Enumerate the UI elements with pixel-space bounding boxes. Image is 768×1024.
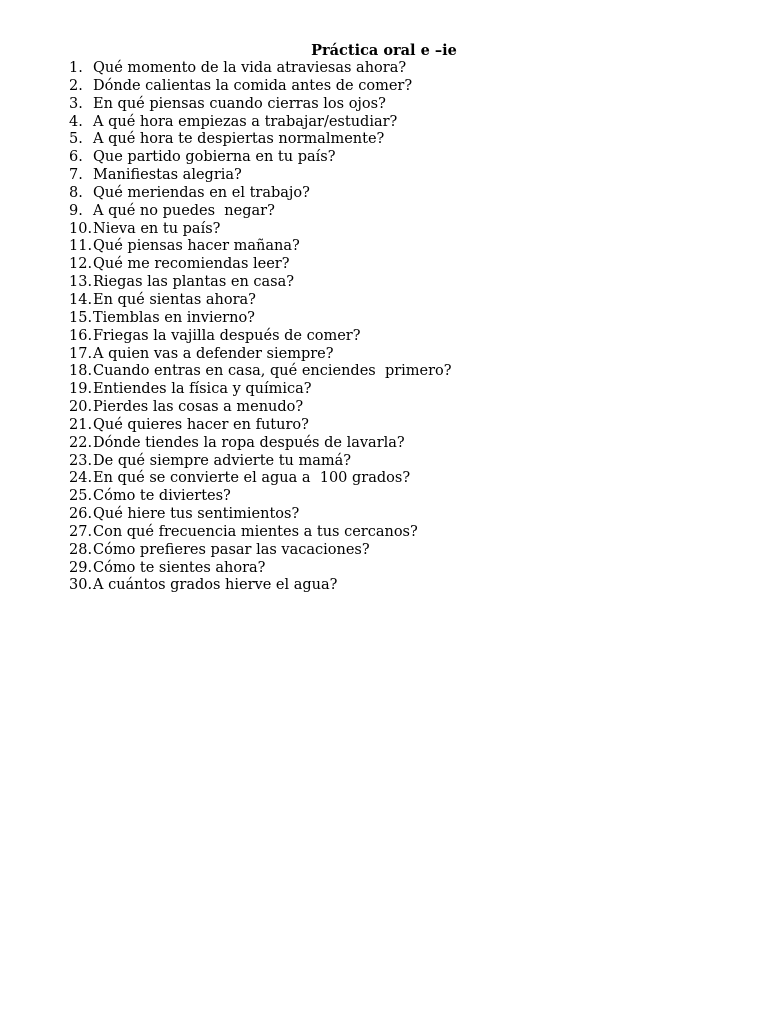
question-item [69,167,452,185]
question-text: Dónde tiendes la ropa después de lavarla? [93,434,405,451]
question-number: 10. [69,220,93,237]
question-text: Qué piensas hacer mañana? [93,238,300,255]
question-item [69,60,452,78]
question-number: 28. [69,541,93,558]
document-title: Práctica oral e –ie [311,42,457,59]
question-item [69,292,452,310]
question-number: 13. [69,274,93,291]
question-item [69,114,452,132]
question-text: A qué hora empiezas a trabajar/estudiar? [93,113,398,130]
question-text: Qué quieres hacer en futuro? [93,416,309,433]
question-text: Cuando entras en casa, qué enciendes primero? [93,363,452,380]
question-number: 6. [69,149,83,166]
question-number: 18. [69,363,93,380]
question-number: 22. [69,434,93,451]
question-number: 19. [69,381,93,398]
question-number: 14. [69,291,93,308]
question-number: 4. [69,113,83,130]
question-item [69,453,452,471]
question-text: Entiendes la física y química? [93,381,312,398]
question-number: 15. [69,309,93,326]
question-text: En qué sientas ahora? [93,291,256,308]
question-text: A qué no puedes negar? [93,202,275,219]
question-item [69,96,452,114]
question-number: 17. [69,345,93,362]
question-item [69,542,452,560]
question-item [69,238,452,256]
question-text: En qué se convierte el agua a 100 grados? [93,470,411,487]
question-number: 25. [69,488,93,505]
question-item [69,274,452,292]
question-item [69,78,452,96]
question-text: Cómo te diviertes? [93,488,231,505]
question-item [69,577,452,595]
question-item [69,506,452,524]
question-item [69,203,452,221]
question-text: En qué piensas cuando cierras los ojos? [93,95,386,112]
question-item [69,417,452,435]
question-item [69,470,452,488]
question-number: 7. [69,167,83,184]
question-text: Nieva en tu país? [93,220,221,237]
question-item [69,346,452,364]
question-item [69,560,452,578]
question-item [69,256,452,274]
question-number: 30. [69,577,93,594]
question-item [69,488,452,506]
question-text: A cuántos grados hierve el agua? [93,577,338,594]
question-text: A quien vas a defender siempre? [93,345,334,362]
question-number: 9. [69,202,83,219]
question-number: 3. [69,95,83,112]
question-item [69,221,452,239]
question-item [69,381,452,399]
question-text: Pierdes las cosas a menudo? [93,399,304,416]
question-text: Qué momento de la vida atraviesas ahora? [93,60,407,76]
question-number: 23. [69,452,93,469]
question-number: 26. [69,506,93,523]
question-text: Qué hiere tus sentimientos? [93,506,300,523]
question-item [69,185,452,203]
question-number: 1. [69,60,83,76]
question-number: 20. [69,399,93,416]
question-text: De qué siempre advierte tu mamá? [93,452,352,469]
question-text: Manifiestas alegria? [93,167,242,184]
question-number: 2. [69,77,83,94]
question-number: 27. [69,523,93,540]
question-number: 11. [69,238,93,255]
question-number: 21. [69,416,93,433]
question-text: A qué hora te despiertas normalmente? [93,131,385,148]
question-text: Cómo te sientes ahora? [93,559,266,576]
question-text: Con qué frecuencia mientes a tus cercanos? [93,523,418,540]
question-text: Tiemblas en invierno? [93,309,255,326]
question-number: 16. [69,327,93,344]
question-item [69,328,452,346]
question-text: Qué meriendas en el trabajo? [93,184,310,201]
question-list [69,60,452,595]
question-number: 5. [69,131,83,148]
question-text: Dónde calientas la comida antes de comer? [93,77,413,94]
question-item [69,363,452,381]
question-text: Qué me recomiendas leer? [93,256,290,273]
question-item [69,131,452,149]
question-number: 12. [69,256,93,273]
question-item [69,310,452,328]
question-item [69,399,452,417]
question-item [69,149,452,167]
question-text: Riegas las plantas en casa? [93,274,295,291]
question-number: 29. [69,559,93,576]
question-item [69,524,452,542]
question-text: Cómo prefieres pasar las vacaciones? [93,541,370,558]
question-number: 8. [69,184,83,201]
question-item [69,435,452,453]
question-number: 24. [69,470,93,487]
question-text: Que partido gobierna en tu país? [93,149,336,166]
question-text: Friegas la vajilla después de comer? [93,327,361,344]
